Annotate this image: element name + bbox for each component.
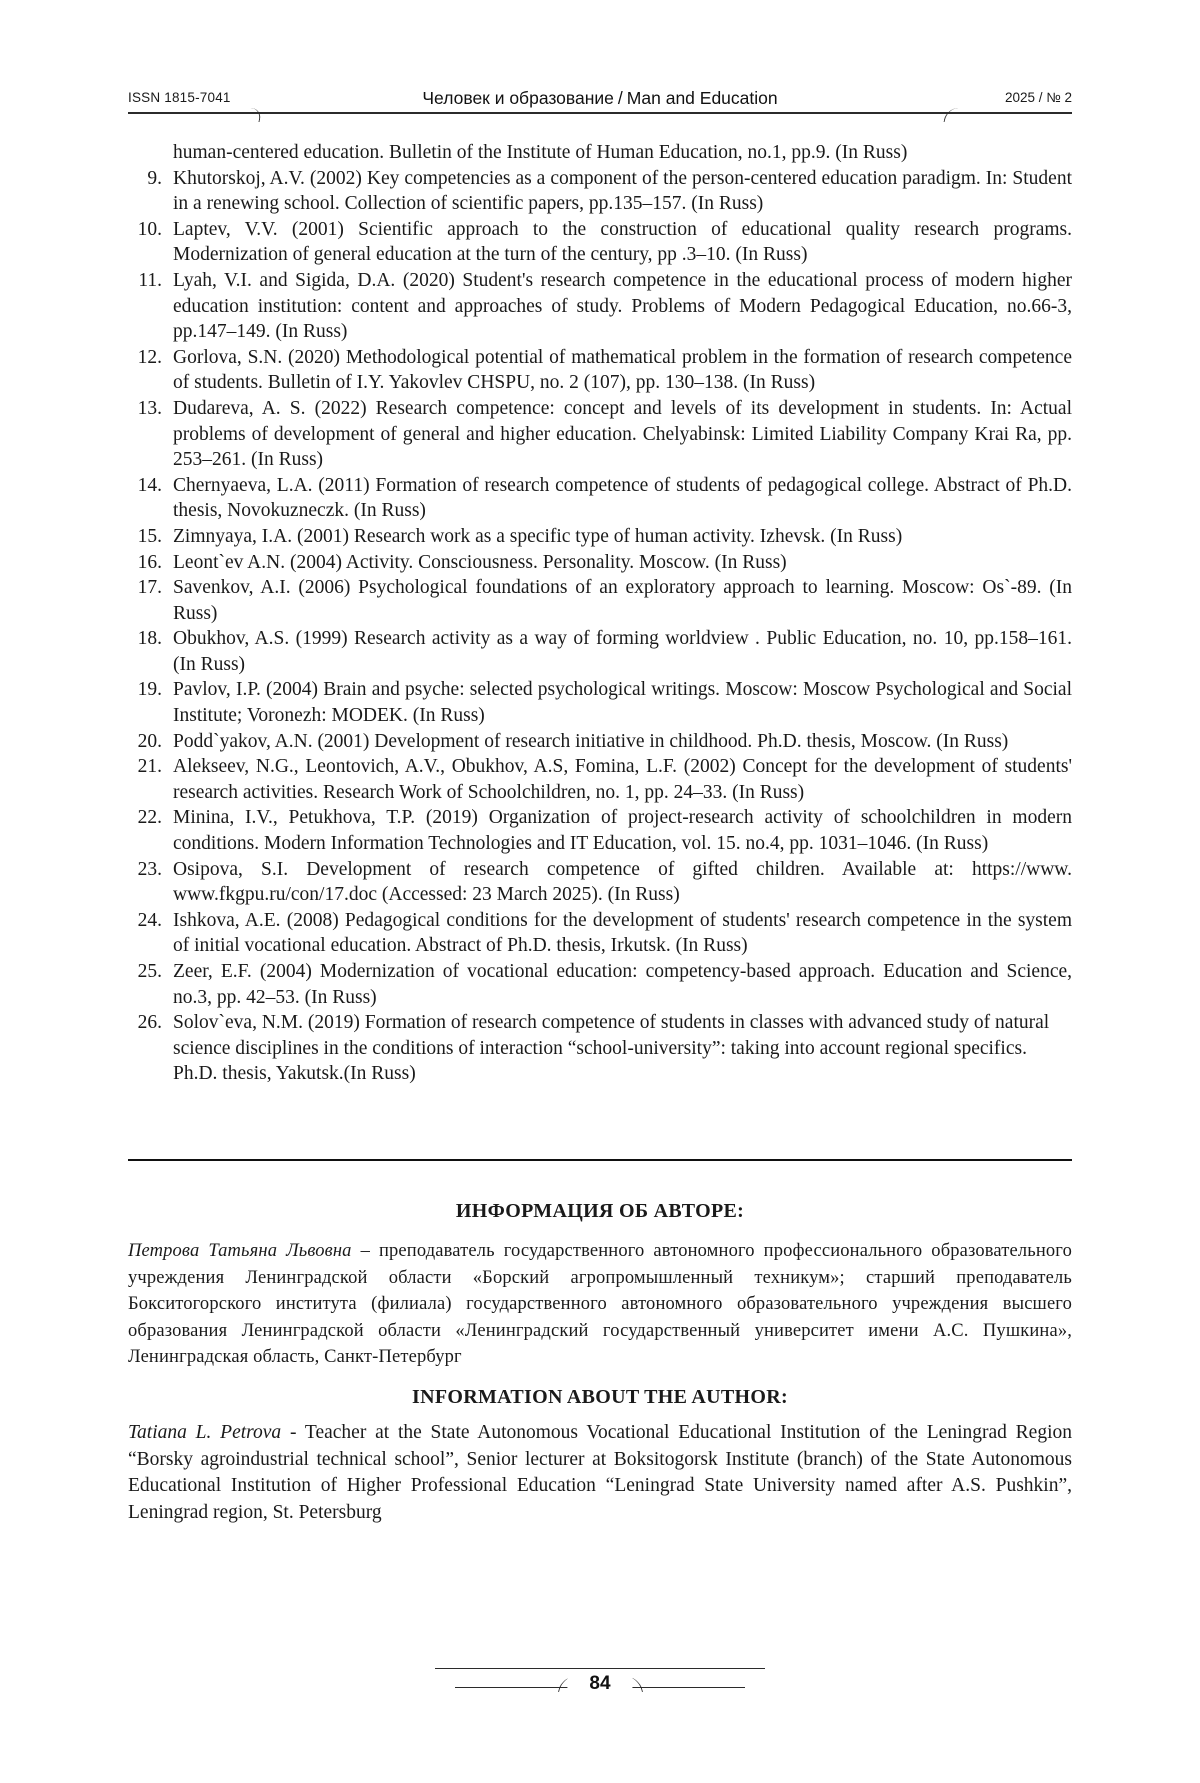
reference-text: Zimnyaya, I.A. (2001) Research work as a specific type of human activity. Izhevsk. (In Russ) [173, 525, 903, 547]
reference-text: Pavlov, I.P. (2004) Brain and psyche: selected psychological writings. Moscow: Moscow Psychological and Social Institute; Voronezh: MODEK. (In Russ) [173, 679, 1072, 727]
reference-number: 14. [137, 474, 162, 496]
reference-item [128, 575, 1072, 626]
reference-number: 25. [137, 961, 162, 982]
journal-title-separator: / [617, 88, 623, 108]
reference-item [128, 959, 1072, 1010]
reference-number: 11. [138, 269, 162, 291]
reference-item [128, 524, 1072, 550]
footer-rule-top [435, 1668, 765, 1669]
reference-number: 20. [137, 730, 162, 752]
reference-text: Leont`ev A.N. (2004) Activity. Consciousness. Personality. Moscow. (In Russ) [173, 551, 787, 573]
reference-item [128, 396, 1072, 473]
reference-text: Obukhov, A.S. (1999) Research activity as a way of forming worldview . Public Education, no. 10, pp.158–161. (In Russ) [173, 628, 1072, 675]
reference-number: 15. [137, 525, 162, 547]
reference-text: Laptev, V.V. (2001) Scientific approach to the construction of educational quality research programs. Modernization of general education at the turn of the century, pp .3–10. (In Russ) [173, 218, 1072, 266]
reference-number: 23. [137, 858, 162, 880]
header-right-ornament [944, 108, 962, 122]
reference-item [128, 166, 1072, 217]
journal-title-ru: Человек и образование [422, 88, 614, 108]
issn-label: ISSN 1815-7041 [128, 90, 241, 105]
reference-number: 13. [137, 397, 162, 419]
reference-continuation: human-centered education. Bulletin of the Institute of Human Education, no.1, pp.9. (In Russ) [173, 142, 908, 163]
reference-number: 22. [137, 807, 162, 829]
reference-text: Solov`eva, N.M. (2019) Formation of research competence of students in classes with advanced study of natural science disciplines in the conditions of interaction “school-university”: taking into account regional specifics. Ph.D. thesis, Yakutsk.(In Russ) [173, 1012, 1050, 1085]
reference-text: Zeer, E.F. (2004) Modernization of vocational education: competency-based approach. Education and Science, no.3, pp. 42–53. (In Russ) [173, 961, 1072, 1008]
reference-number: 9. [147, 167, 162, 189]
reference-text: Alekseev, N.G., Leontovich, A.V., Obukhov, A.S, Fomina, L.F. (2002) Concept for the development of students' research activities. Research Work of Schoolchildren, no. 1, pp. 24–33. (In Russ) [173, 756, 1072, 803]
reference-item [128, 268, 1072, 345]
reference-number: 24. [137, 909, 162, 931]
reference-item [128, 857, 1072, 908]
reference-text: Dudareva, A. S. (2022) Research competence: concept and levels of its development in students. In: Actual problems of development of general and higher education. Chelyabinsk: Limited Liability Company Krai Ra, pp. 253–261. (In Russ) [173, 397, 1072, 471]
reference-text: Khutorskoj, A.V. (2002) Key competencies as a component of the person-centered education paradigm. In: Student in a renewing school. Collection of scientific papers, pp.135–157. (In Russ) [173, 167, 1072, 215]
reference-item [128, 1010, 1072, 1087]
author-info-body-en [128, 1420, 1072, 1526]
reference-text: Ishkova, A.E. (2008) Pedagogical conditions for the development of students' research competence in the system of initial vocational education. Abstract of Ph.D. thesis, Irkutsk. (In Russ) [173, 909, 1072, 957]
reference-item [128, 550, 1072, 576]
author-affiliation-ru: – преподаватель государственного автономного профессионального образовательного учреждения Ленинградской области «Борский агропромышленный техникум»; старший преподаватель Бокситогорского института (филиала) государственного автономного образовательного учреждения высшего образования Ленинградской области «Ленинградский государственный университет имени А.С. Пушкина», Ленинградская область, Санкт-Петербург [128, 1241, 1072, 1367]
reference-text: Lyah, V.I. and Sigida, D.A. (2020) Student's research competence in the educational process of modern higher education institution: content and approaches of study. Problems of Modern Pedagogical Education, no.66-3, pp.147–149. (In Russ) [173, 269, 1072, 343]
reference-item [128, 217, 1072, 268]
reference-number: 10. [137, 218, 162, 240]
reference-text: Chernyaeva, L.A. (2011) Formation of research competence of students of pedagogical college. Abstract of Ph.D. thesis, Novokuzneczk. (In Russ) [173, 474, 1072, 522]
page-number: 84 [567, 1673, 632, 1695]
author-info-heading-ru: ИНФОРМАЦИЯ ОБ АВТОРЕ: [455, 1200, 745, 1222]
reference-text: Savenkov, A.I. (2006) Psychological foundations of an exploratory approach to learning. Moscow: Os`-89. (In Russ) [173, 577, 1072, 624]
reference-number: 17. [137, 577, 162, 599]
header-rule [128, 112, 1072, 114]
header-left-ornament [245, 108, 263, 122]
journal-title-en: Man and Education [626, 88, 778, 108]
reference-text: Podd`yakov, A.N. (2001) Development of research initiative in childhood. Ph.D. thesis, Moscow. (In Russ) [173, 730, 1009, 752]
reference-number: 16. [137, 551, 162, 573]
section-divider [128, 1159, 1072, 1161]
author-info-body-ru [128, 1238, 1072, 1371]
reference-text: Osipova, S.I. Development of research competence of gifted children. Available at: https://www. www.fkgpu.ru/con/17.doc (Accessed: 23 March 2025). (In Russ) [173, 858, 1072, 906]
reference-number: 18. [137, 628, 162, 650]
author-name-en: Tatiana L. Petrova [128, 1422, 282, 1443]
reference-number: 12. [137, 346, 162, 368]
author-info-heading-en: INFORMATION ABOUT THE AUTHOR: [412, 1386, 788, 1408]
journal-title [406, 88, 793, 109]
reference-item [128, 908, 1072, 959]
reference-number: 19. [137, 679, 162, 701]
reference-item [128, 754, 1072, 805]
reference-text: Minina, I.V., Petukhova, T.P. (2019) Organization of project-research activity of schoolchildren in modern conditions. Modern Information Technologies and IT Education, vol. 15. no.4, pp. 1031–1046. (In Russ) [173, 807, 1072, 855]
reference-number: 26. [137, 1012, 162, 1034]
reference-list [128, 140, 1072, 1087]
reference-item [128, 473, 1072, 524]
issue-label: 2025 / № 2 [993, 90, 1072, 105]
reference-text: Gorlova, S.N. (2020) Methodological potential of mathematical problem in the formation of research competence of students. Bulletin of I.Y. Yakovlev CHSPU, no. 2 (107), pp. 130–138. (In Russ) [173, 346, 1072, 394]
reference-item [128, 805, 1072, 856]
reference-item [128, 345, 1072, 396]
reference-item [128, 729, 1072, 755]
reference-number: 21. [137, 756, 162, 778]
author-affiliation-en: - Teacher at the State Autonomous Vocational Educational Institution of the Leningrad Region “Borsky agroindustrial technical school”, Senior lecturer at Boksitogorsk Institute (branch) of the State Autonomous Educational Institution of Higher Professional Education “Leningrad State University named after A.S. Pushkin”, Leningrad region, St. Petersburg [128, 1422, 1072, 1523]
reference-item [128, 677, 1072, 728]
author-name-ru: Петрова Татьяна Львовна [128, 1241, 352, 1261]
running-head [128, 88, 1072, 122]
reference-item [128, 626, 1072, 677]
